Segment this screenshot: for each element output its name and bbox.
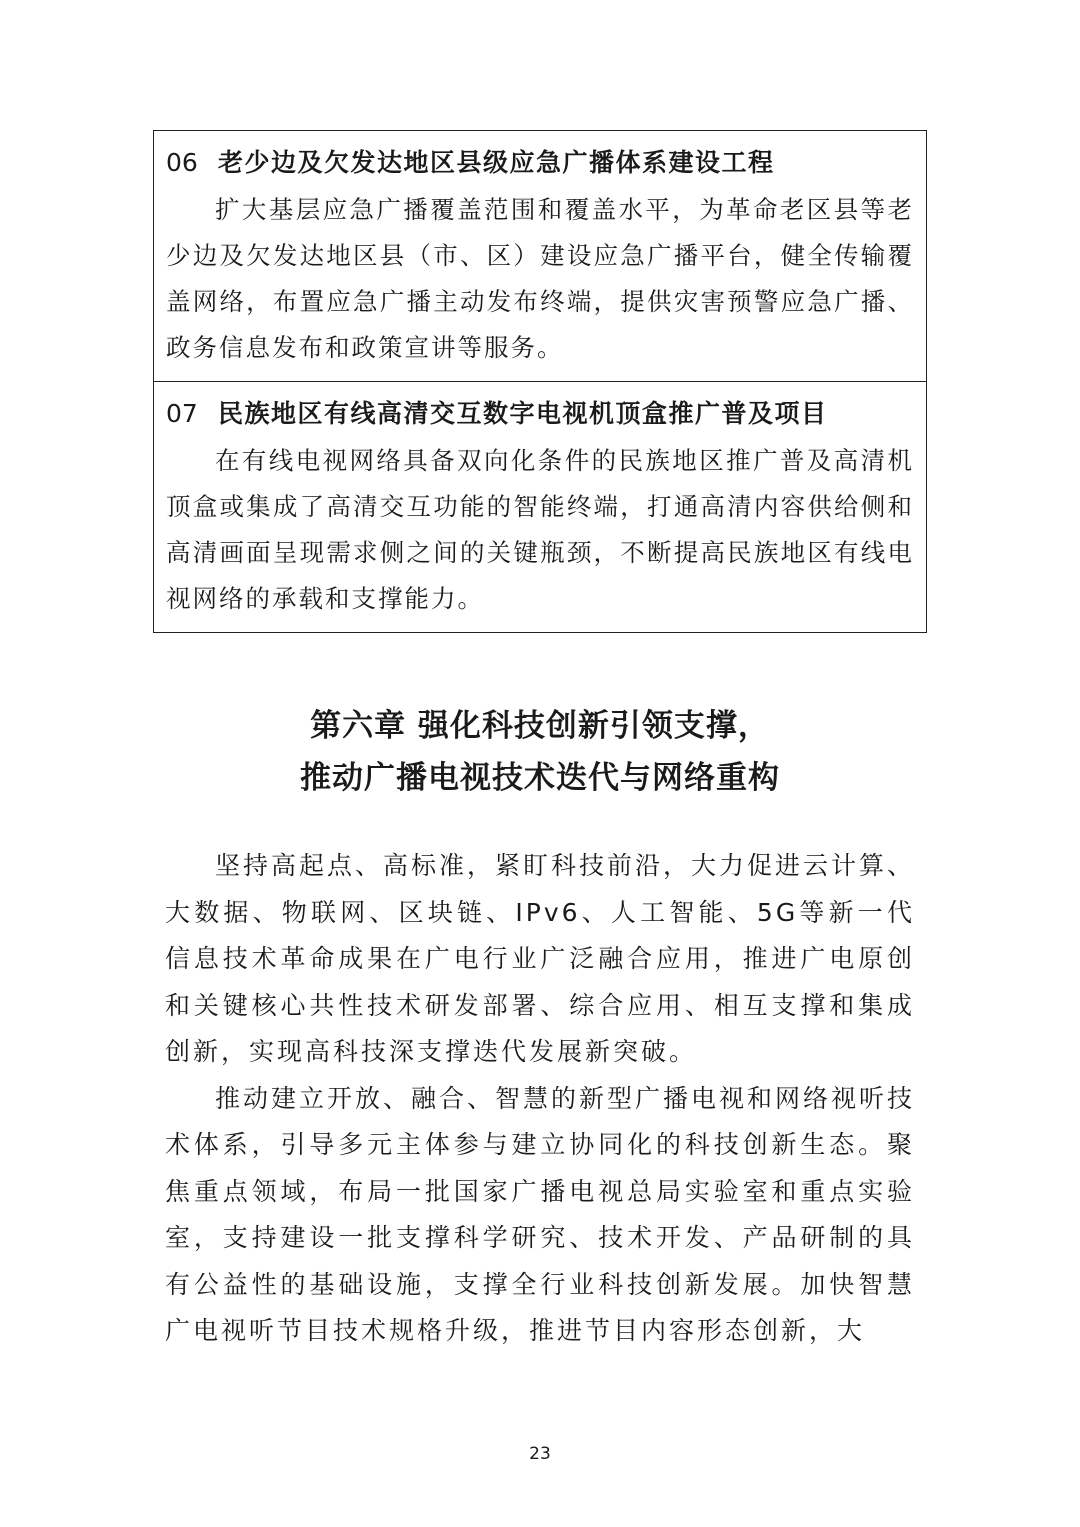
project-title <box>166 139 914 187</box>
project-number: 06 <box>166 148 198 177</box>
chapter-heading-line-1: 第六章 强化科技创新引领支撑， <box>310 708 770 744</box>
chapter-body <box>165 843 915 1355</box>
project-description: 在有线电视网络具备双向化条件的民族地区推广普及高清机顶盒或集成了高清交互功能的智能终端，打通高清内容供给侧和高清画面呈现需求侧之间的关键瓶颈，不断提高民族地区有线电视网络的承载和支撑能力。 <box>166 446 914 613</box>
project-title-text: 民族地区有线高清交互数字电视机顶盒推广普及项目 <box>218 399 828 428</box>
chapter-heading-line-2: 推动广播电视技术迭代与网络重构 <box>300 760 780 796</box>
project-description: 扩大基层应急广播覆盖范围和覆盖水平，为革命老区县等老少边及欠发达地区县（市、区）建设应急广播平台，健全传输覆盖网络，布置应急广播主动发布终端，提供灾害预警应急广播、政务信息发布和政策宣讲等服务。 <box>166 195 914 362</box>
project-number: 07 <box>166 399 198 428</box>
body-paragraph-2: 推动建立开放、融合、智慧的新型广播电视和网络视听技术体系，引导多元主体参与建立协同化的科技创新生态。聚焦重点领域，布局一批国家广播电视总局实验室和重点实验室，支持建设一批支撑科学研究、技术开发、产品研制的具有公益性的基础设施，支撑全行业科技创新发展。加快智慧广电视听节目技术规格升级，推进节目内容形态创新，大 <box>165 1083 916 1345</box>
project-title <box>166 390 914 438</box>
chapter-heading <box>0 700 1080 804</box>
project-box-07 <box>154 381 926 632</box>
project-box-table <box>153 130 927 633</box>
project-box-06 <box>154 131 926 381</box>
body-paragraph-1: 坚持高起点、高标准，紧盯科技前沿，大力促进云计算、大数据、物联网、区块链、IPv6、人工智能、5G等新一代信息技术革命成果在广电行业广泛融合应用，推进广电原创和关键核心共性技术研发部署、综合应用、相互支撑和集成创新，实现高科技深支撑迭代发展新突破。 <box>165 851 916 1066</box>
page-number: 23 <box>529 1444 551 1464</box>
project-title-text: 老少边及欠发达地区县级应急广播体系建设工程 <box>218 148 775 177</box>
